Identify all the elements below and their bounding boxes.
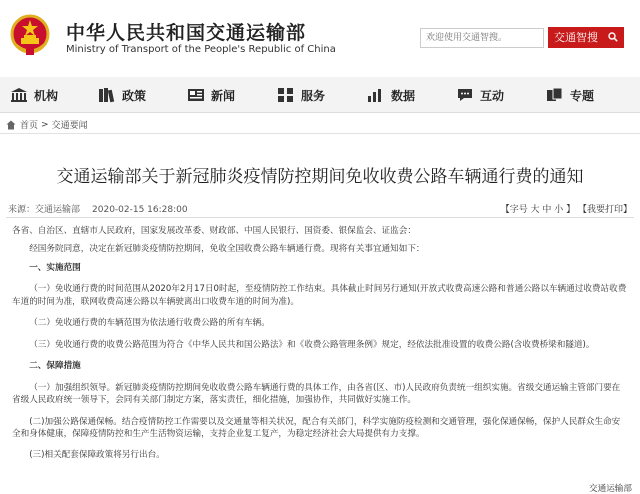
breadcrumb-home[interactable]: 首页 (20, 121, 39, 131)
nav-label: 数据 (391, 88, 416, 103)
nav-item-service[interactable] (277, 77, 325, 113)
nav-item-data[interactable] (367, 77, 415, 113)
site-header (0, 0, 640, 75)
books-icon (98, 87, 116, 103)
nav-item-policy[interactable] (98, 77, 146, 113)
search-icon (608, 32, 618, 42)
nav-label: 专题 (570, 88, 595, 103)
grid-icon (277, 87, 295, 103)
meta-divider (6, 217, 634, 218)
nav-label: 机构 (34, 88, 59, 103)
article-meta (8, 202, 188, 215)
article-title: 交通运输部关于新冠肺炎疫情防控期间免收收费公路车辆通行费的通知 (56, 167, 584, 187)
home-icon (6, 120, 16, 130)
paragraph: (二)加强公路保通保畅。结合疫情防控工作需要以及交通量等相关状况，配合有关部门，科学实施防疫检测和交通管理，强化保通保畅，保护人民群众生命安全和身体健康，保障疫情防控和生产生活物资运输，支持企业复工复产，为稳定经济社会大局提供有力支撑。 (12, 416, 621, 439)
section-heading: 二、保障措施 (29, 361, 81, 372)
search-button[interactable] (548, 27, 624, 48)
breadcrumb (6, 118, 88, 131)
main-nav (0, 77, 640, 113)
paragraph: （一）加强组织领导。新冠肺炎疫情防控期间免收收费公路车辆通行费的具体工作，由各省(区、市)人民政府负责统一组织实施。省级交通运输主管部门要在省级人民政府统一领导下，会同有关部门制定方案，落实责任，细化措施，加强协作，共同做好实施工作。 (12, 382, 621, 406)
breadcrumb-current[interactable]: 交通要闻 (51, 121, 88, 131)
breadcrumb-separator: > (41, 119, 49, 130)
site-subtitle: Ministry of Transport of the People's Republic of China (66, 44, 336, 55)
intro-paragraph: 经国务院同意，决定在新冠肺炎疫情防控期间，免收全国收费公路车辆通行费。现将有关事宜通知如下： (29, 244, 425, 255)
breadcrumb-divider (0, 133, 640, 134)
paragraph: （三）免收通行费的收费公路范围为符合《中华人民共和国公路法》和《收费公路管理条例》规定，经依法批准设置的收费公路(含收费桥梁和隧道)。 (29, 339, 595, 350)
topic-icon (546, 87, 564, 103)
nav-label: 政策 (122, 88, 147, 103)
article-tools[interactable]: 【字号 大 中 小 】 【我要打印】 (500, 205, 632, 215)
nav-label: 新闻 (211, 88, 236, 103)
paragraph: (三)相关配套保障政策将另行出台。 (29, 450, 165, 461)
national-emblem-icon (10, 13, 50, 57)
search-button-label: 交通智搜 (554, 31, 598, 44)
nav-label: 服务 (301, 88, 326, 103)
site-title: 中华人民共和国交通运输部 (66, 22, 307, 44)
article-body (12, 225, 628, 471)
section-heading: 一、实施范围 (29, 262, 81, 273)
chat-icon (456, 87, 474, 103)
paragraph: （二）免收通行费的车辆范围为依法通行收费公路的所有车辆。 (29, 318, 270, 329)
building-icon (10, 87, 28, 103)
nav-label: 互动 (480, 88, 505, 103)
bar-chart-icon (367, 87, 385, 103)
addressees: 各省、自治区、直辖市人民政府，国家发展改革委、财政部、中国人民银行、国资委、银保监会、证监会： (12, 226, 416, 236)
search-input[interactable] (420, 28, 544, 48)
nav-item-topic[interactable] (546, 77, 594, 113)
nav-item-agency[interactable] (10, 77, 58, 113)
nav-item-news[interactable] (187, 77, 235, 113)
article-date: 2020-02-15 16:28:00 (92, 205, 188, 215)
article-signature: 交通运输部 (589, 484, 632, 494)
nav-item-interact[interactable] (456, 77, 504, 113)
paragraph: （一）免收通行费的时间范围从2020年2月17日0时起，至疫情防控工作结束。具体截止时间另行通知(开放式收费高速公路和普通公路以车辆通过收费站收费车道的时间为准，联网收费高速公路以车辆驶离出口收费车道的时间为准)。 (12, 284, 627, 307)
article-source: 来源：交通运输部 (8, 205, 81, 215)
newspaper-icon (187, 87, 205, 103)
